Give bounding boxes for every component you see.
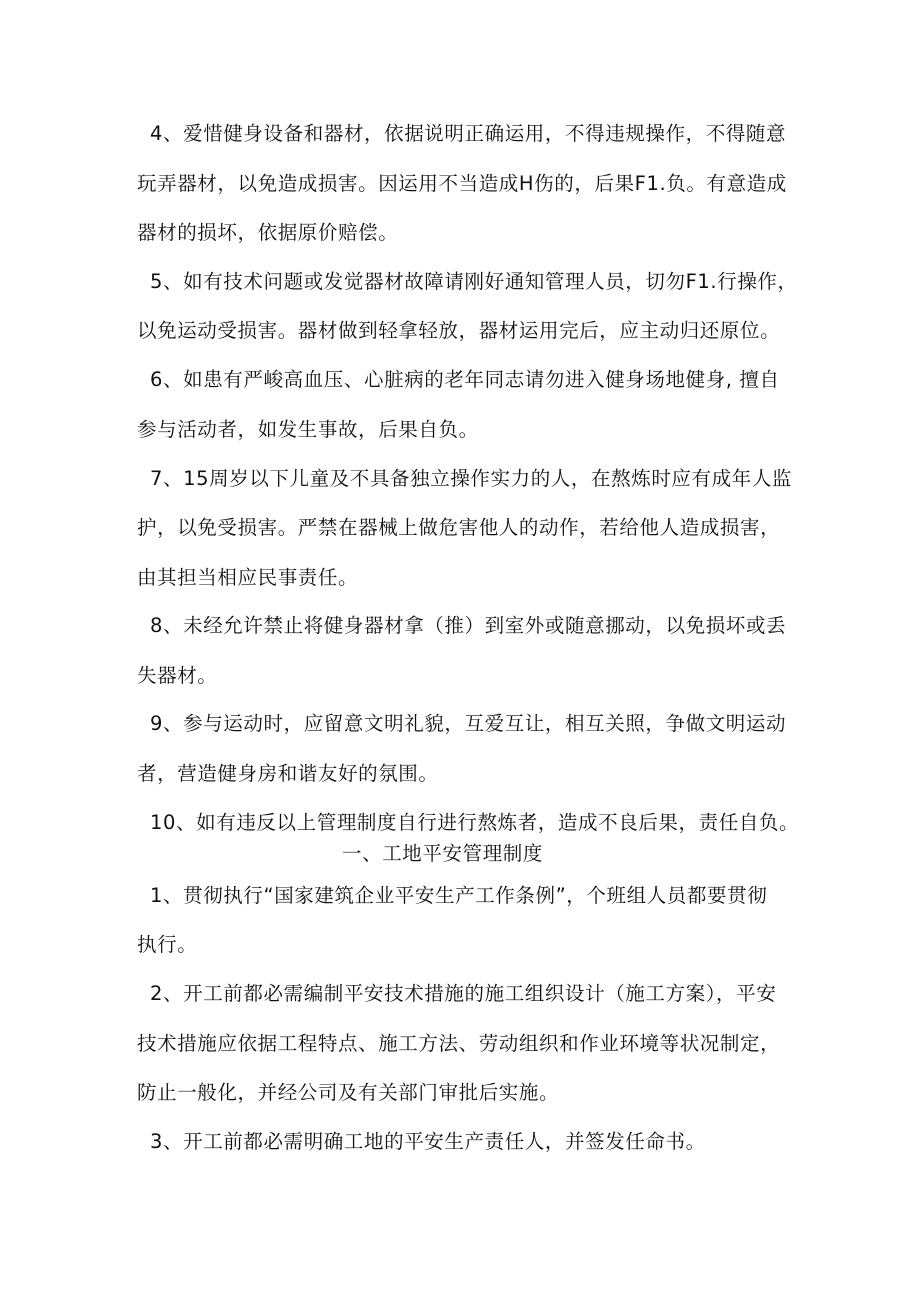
text-line: 9、参与运动时，应留意文明礼貌，互爱互让，相互关照，争做文明运动 <box>150 712 787 735</box>
text-line: 6、如患有严峻高血压、心脏病的老年同志请勿进入健身场地健身, 擅自 <box>150 368 780 391</box>
text-line: 器材的损坏，依据原价赔偿。 <box>137 221 399 244</box>
text-line: 5、如有技术问题或发觉器材故障请刚好通知管理人员，切勿F1.行操作， <box>150 270 798 293</box>
text-line: 8、未经允许禁止将健身器材拿（推）到室外或随意挪动，以免损坏或丢 <box>150 614 787 637</box>
text-line: 技术措施应依据工程特点、施工方法、劳动组织和作业环境等状况制定， <box>137 1032 781 1055</box>
text-line: 参与活动者，如发生事故，后果自负。 <box>137 418 479 441</box>
text-line: 护，以免受损害。严禁在器械上做危害他人的动作，若给他人造成损害， <box>137 516 781 539</box>
text-line: 10、如有违反以上管理制度自行进行熬炼者，造成不良后果，责任自负。 <box>150 811 800 834</box>
text-line: 1、贯彻执行“国家建筑企业平安生产工作条例”，个班组人员都要贯彻 <box>150 884 768 907</box>
text-line: 3、开工前都必需明确工地的平安生产责任人，并签发任命书。 <box>150 1130 706 1153</box>
text-line: 4、爱惜健身设备和器材，依据说明正确运用，不得违规操作，不得随意 <box>150 122 787 145</box>
text-line: 由其担当相应民事责任。 <box>137 566 359 589</box>
text-line: 2、开工前都必需编制平安技术措施的施工组织设计（施工方案），平安 <box>150 982 777 1005</box>
text-line: 防止一般化，并经公司及有关部门审批后实施。 <box>137 1081 560 1104</box>
section-heading: 一、工地平安管理制度 <box>342 842 544 865</box>
text-line: 者，营造健身房和谐友好的氛围。 <box>137 762 439 785</box>
text-line: 7、15周岁以下儿童及不具备独立操作实力的人，在熬炼时应有成年人监 <box>150 467 793 490</box>
text-line: 玩弄器材，以免造成损害。因运用不当造成H伤的，后果F1.负。有意造成 <box>137 172 787 195</box>
text-line: 执行。 <box>137 933 198 956</box>
text-line: 失器材。 <box>137 664 218 687</box>
text-line: 以免运动受损害。器材做到轻拿轻放，器材运用完后，应主动归还原位。 <box>137 319 781 342</box>
